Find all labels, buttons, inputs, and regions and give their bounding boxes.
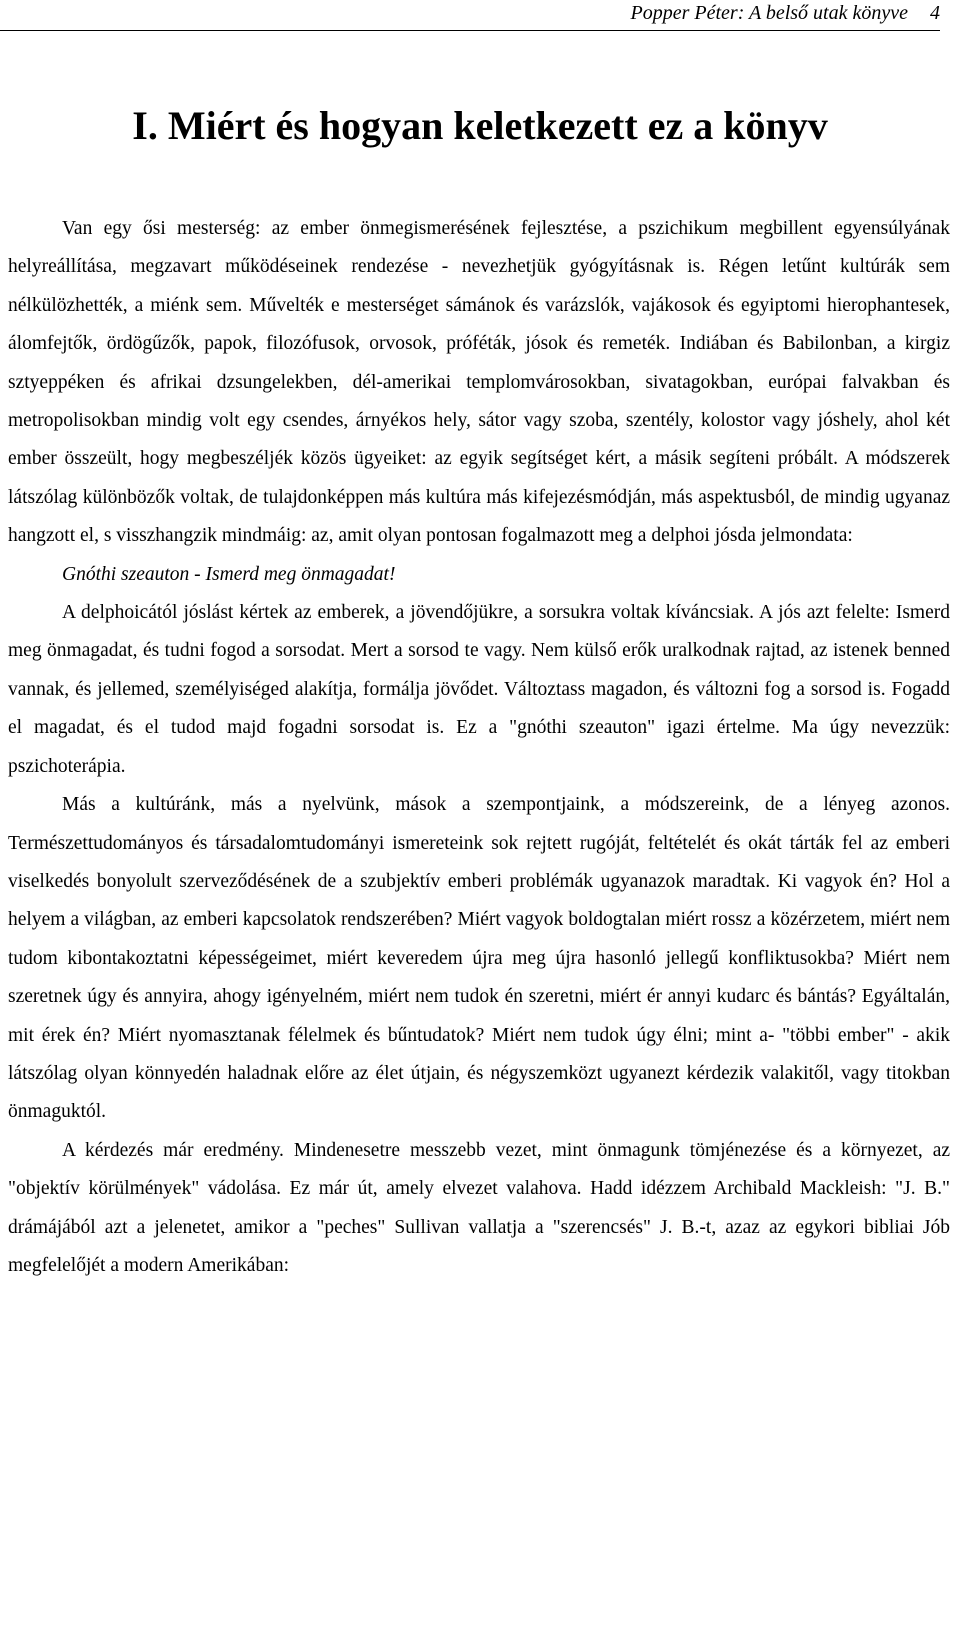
delphi-motto: Gnóthi szeauton - Ismerd meg önmagadat!	[62, 563, 396, 585]
running-header	[0, 0, 940, 31]
paragraph-delphoi: A delphoicától jóslást kértek az emberek, a jövendőjükre, a sorsukra voltak kíváncsiak. A jós azt felelte: Ismerd meg önmagadat, és tudni fogod a sorsodat. Mert a sorsod te vagy. Nem külső erők uralkodnak rajtad, az istenek benned vannak, és jellemed, személyiséged alakítja, formálja jövődet. Változtass magadon, és változni fog a sorsod is. Fogadd el magadat, és el tudod majd fogadni sorsodat is. Ez a "gnóthi szeauton" igazi értelme. Ma úgy nevezzük: pszichoterápia.	[8, 602, 950, 777]
paragraph-intro: Van egy ősi mesterség: az ember önmegismerésének fejlesztése, a pszichikum megbillent egyensúlyának helyreállítása, megzavart működéseinek rendezése - nevezhetjük gyógyításnak is. Régen letűnt kultúrák sem nélkülözhették, a miénk sem. Művelték e mesterséget sámánok és varázslók, vajákosok és egyiptomi hierophantesek, álomfejtők, ördögűzők, papok, filozófusok, orvosok, próféták, jósok és remeték. Indiában és Babilonban, a kirgiz sztyeppéken és afrikai dzsungelekben, dél-amerikai templomvárosokban, sivatagokban, európai falvakban és metropolisokban mindig volt egy csendes, árnyékos hely, sátor vagy szoba, szentély, kolostor vagy jóshely, ahol két ember összeült, hogy megbeszéljék közös ügyeiket: az egyik segítséget kért, a másik segíteni próbált. A módszerek látszólag különbözők voltak, de tulajdonképpen más kultúra más kifejezésmódján, más aspektusból, de mindig ugyanaz hangzott el, s visszhangzik mindmáig: az, amit olyan pontosan fogalmazott meg a delphoi jósda jelmondata:	[8, 218, 950, 547]
page-number: 4	[930, 2, 940, 24]
paragraph-questioning: A kérdezés már eredmény. Mindenesetre messzebb vezet, mint önmagunk tömjénezése és a környezet, az "objektív körülmények" vádolása. Ez már út, amely elvezet valahova. Hadd idézzem Archibald Mackleish: "J. B." drámájából azt a jelenetet, amikor a "peches" Sullivan vallatja a "szerencsés" J. B.-t, azaz az egykori bibliai Jób megfelelőjét a modern Amerikában:	[8, 1139, 950, 1276]
running-title: Popper Péter: A belső utak könyve	[630, 2, 908, 24]
paragraph-culture: Más a kultúránk, más a nyelvünk, mások a szempontjaink, a módszereink, de a lényeg azonos. Természettudományos és társadalomtudományi ismereteink sok rejtett rugóját, feltételét és okát tárták fel az emberi viselkedés bonyolult szerveződésének de a szubjektív emberi problémák ugyanazok maradtak. Ki vagyok én? Hol a helyem a világban, az emberi kapcsolatok rendszerében? Miért vagyok boldogtalan miért rossz a közérzetem, miért nem tudom kibontakoztatni képességeimet, miért keveredem újra meg újra hasonló jellegű konfliktusokba? Miért nem szeretnek úgy és annyira, ahogy igényelném, miért nem tudok én szeretni, miért ér annyi kudarc és bántás? Egyáltalán, mit érek én? Miért nyomasztanak félelmek és bűntudatok? Miért nem tudok úgy élni; mint a- "többi ember" - akik látszólag olyan könnyedén haladnak előre az élet útjain, és négyszemközt ugyanezt kérdezik valakitől, vagy titokban önmaguktól.	[8, 794, 950, 1123]
body-text	[8, 210, 950, 1285]
chapter-title: I. Miért és hogyan keletkezett ez a könyv	[132, 103, 828, 148]
